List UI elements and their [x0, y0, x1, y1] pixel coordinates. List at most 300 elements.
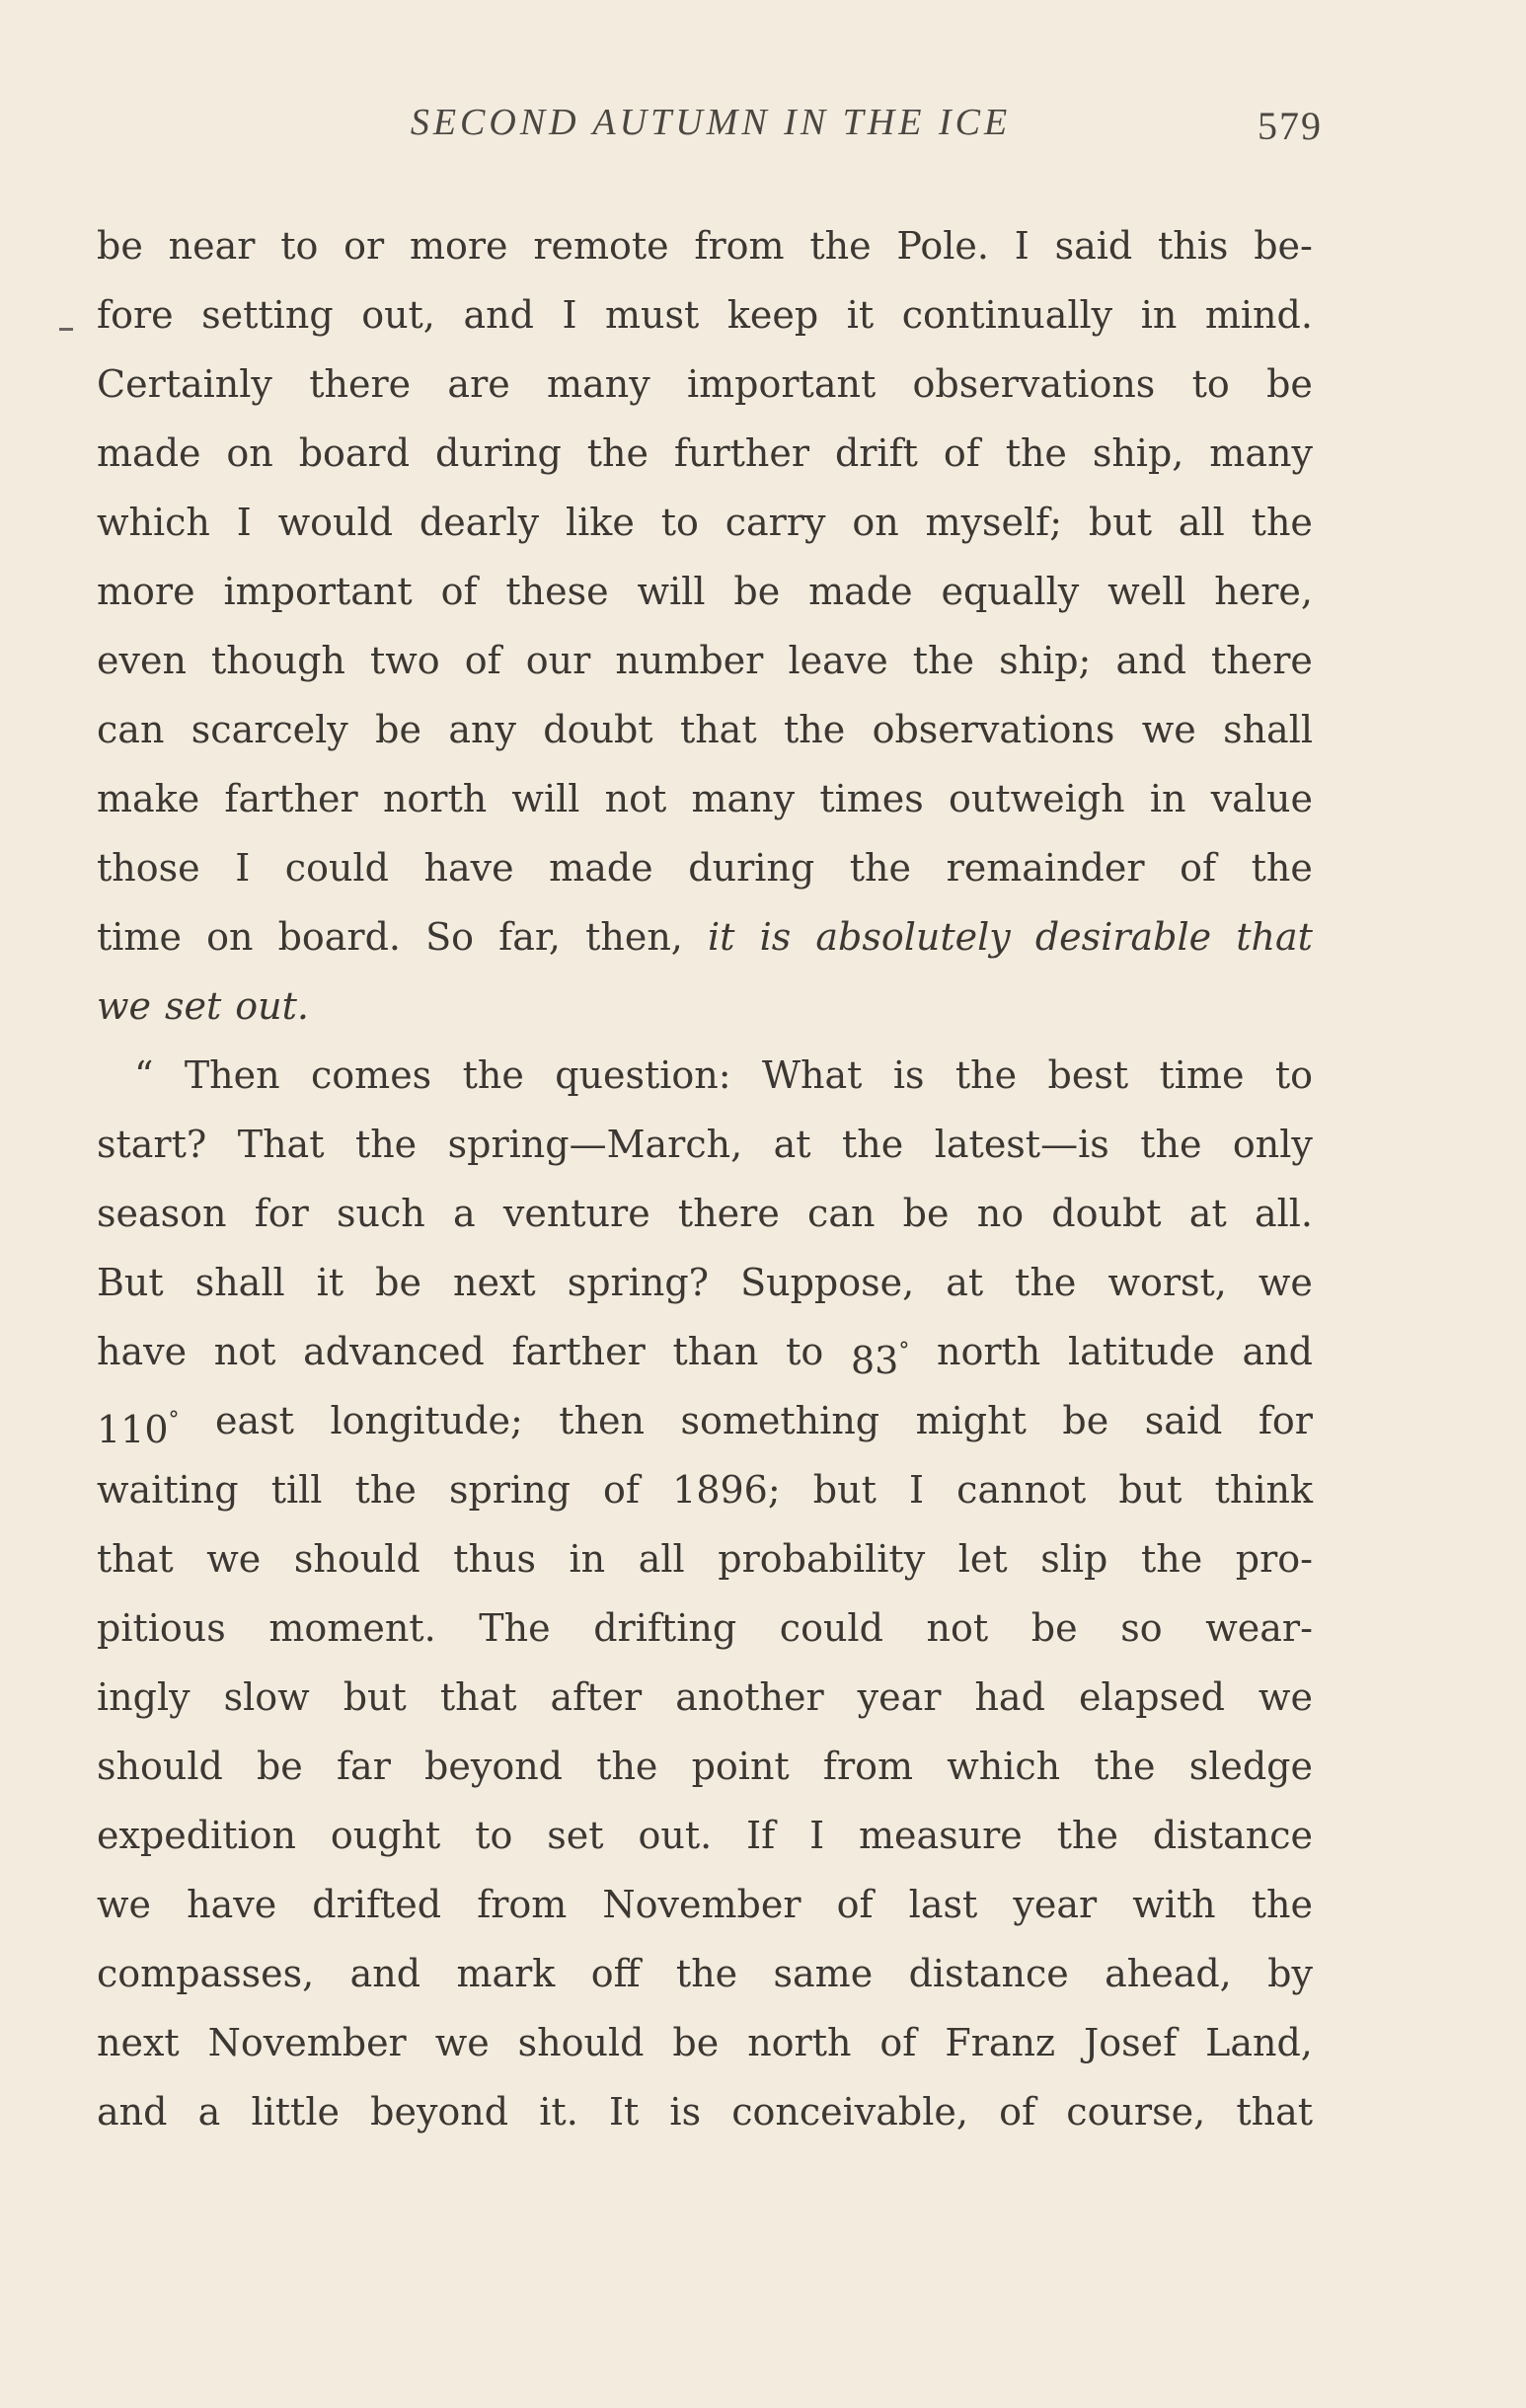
word: the	[462, 1053, 524, 1097]
word: conceivable,	[731, 2090, 968, 2134]
word: north	[747, 2021, 852, 2064]
word: set	[547, 1814, 604, 1857]
word: November	[207, 2021, 407, 2064]
word: during	[688, 846, 815, 890]
word: start?	[97, 1123, 207, 1166]
word: elapsed	[1078, 1675, 1225, 1719]
running-head	[99, 101, 1323, 160]
word: far,	[498, 915, 561, 959]
word: the	[675, 1952, 738, 1995]
text-line	[97, 1801, 1313, 1870]
word: the	[842, 1123, 904, 1166]
word: I	[562, 293, 577, 337]
word: remote	[533, 224, 669, 268]
word: is	[892, 1053, 925, 1097]
word: year	[857, 1675, 942, 1719]
word: next	[97, 2021, 180, 2064]
word: point	[691, 1745, 790, 1788]
word: said	[1144, 1399, 1223, 1442]
word: 83°	[850, 1339, 910, 1382]
word: made	[549, 846, 653, 890]
word: from	[477, 1883, 568, 1926]
text-line	[97, 1870, 1313, 1939]
word: not	[926, 1606, 989, 1650]
word: only	[1232, 1123, 1313, 1166]
word: from	[694, 224, 785, 268]
word: made	[97, 431, 201, 475]
word: scarcely	[191, 708, 348, 751]
word: be	[375, 708, 421, 751]
word: any	[448, 708, 516, 751]
word: observations	[872, 708, 1115, 751]
word: and	[349, 1952, 421, 1995]
word: beyond	[424, 1745, 564, 1788]
word: at	[773, 1123, 811, 1166]
word: ship;	[999, 639, 1092, 682]
word: we	[206, 1537, 262, 1581]
word: even	[97, 639, 187, 682]
word: can	[97, 708, 165, 751]
word: of	[464, 639, 501, 682]
word: not	[604, 777, 667, 820]
text-line	[97, 2008, 1313, 2077]
word: many	[547, 362, 650, 406]
word: of	[879, 2021, 917, 2064]
word: spring	[448, 1468, 571, 1512]
word: at	[946, 1261, 984, 1304]
word: must	[605, 293, 700, 337]
word: remainder	[946, 846, 1145, 890]
word: of	[603, 1468, 640, 1512]
word: no	[976, 1192, 1025, 1235]
word: that	[1236, 915, 1313, 959]
word: east	[215, 1399, 294, 1442]
word: to	[475, 1814, 513, 1857]
word: be	[256, 1745, 303, 1788]
word: it	[846, 293, 875, 337]
word: shall	[194, 1261, 285, 1304]
word: on	[206, 915, 254, 959]
word: I	[235, 846, 251, 890]
word: but	[1118, 1468, 1183, 1512]
word: the	[1251, 1883, 1313, 1926]
word: the	[954, 1053, 1018, 1097]
word: be	[672, 2021, 720, 2064]
word: further	[673, 431, 810, 475]
text-line	[97, 1663, 1313, 1732]
word: it.	[539, 2090, 578, 2134]
text-line	[97, 1386, 1313, 1455]
word: have	[423, 846, 514, 890]
word: pitious	[97, 1606, 226, 1650]
word: 1896;	[672, 1468, 781, 1512]
text-line	[97, 488, 1313, 557]
word: last	[908, 1883, 978, 1926]
word: distance	[908, 1952, 1069, 1995]
text-line	[97, 1248, 1313, 1317]
text-line	[97, 764, 1313, 833]
word: November	[602, 1883, 801, 1926]
word: question:	[555, 1053, 731, 1097]
word: Josef	[1083, 2021, 1178, 2064]
word: of	[943, 431, 980, 475]
word: the	[1140, 1537, 1203, 1581]
word: are	[447, 362, 510, 406]
word: compasses,	[97, 1952, 315, 1995]
word: had	[974, 1675, 1045, 1719]
word: moment.	[268, 1606, 436, 1650]
word: season	[97, 1192, 227, 1235]
word: continually	[901, 293, 1113, 337]
word: longitude;	[330, 1399, 523, 1442]
word: many	[1209, 431, 1313, 475]
word: board.	[277, 915, 401, 959]
word: carry	[725, 501, 826, 544]
word: that	[679, 708, 757, 751]
word: be	[1030, 1606, 1078, 1650]
word: something	[680, 1399, 880, 1442]
word: two	[369, 639, 440, 682]
word: but	[812, 1468, 877, 1512]
word: north	[937, 1330, 1041, 1373]
word: after	[550, 1675, 643, 1719]
word: is	[669, 2090, 702, 2134]
word: we	[1258, 1675, 1313, 1719]
word: though	[211, 639, 345, 682]
word: mark	[456, 1952, 556, 1995]
word: best	[1047, 1053, 1129, 1097]
word: the	[354, 1123, 418, 1166]
word: out.	[638, 1814, 713, 1857]
body-text	[97, 211, 1313, 2146]
word: The	[479, 1606, 551, 1650]
word: the	[354, 1468, 417, 1512]
word: such	[337, 1192, 425, 1235]
word: can	[807, 1192, 876, 1235]
word: the	[809, 224, 872, 268]
word: be	[902, 1192, 950, 1235]
word: more	[409, 224, 508, 268]
word: latitude	[1067, 1330, 1215, 1373]
word: comes	[311, 1053, 432, 1097]
word: be	[97, 224, 143, 268]
word: thus	[453, 1537, 536, 1581]
word: for	[1258, 1399, 1313, 1442]
text-line	[97, 1110, 1313, 1179]
word: the	[596, 1745, 658, 1788]
word: the	[586, 431, 649, 475]
word: venture	[502, 1192, 650, 1235]
text-line	[97, 971, 1313, 1041]
word: it	[316, 1261, 344, 1304]
text-line	[97, 280, 1313, 350]
word: a	[453, 1192, 476, 1235]
word: there	[309, 362, 412, 406]
word: we	[97, 1883, 152, 1926]
word: ahead,	[1105, 1952, 1232, 1995]
word: for	[254, 1192, 309, 1235]
word: Franz	[945, 2021, 1056, 2064]
word: the	[1056, 1814, 1118, 1857]
text-line	[97, 350, 1313, 419]
word: be	[1266, 362, 1313, 406]
word: here,	[1214, 570, 1313, 613]
text-line	[97, 1593, 1313, 1663]
word: Land,	[1205, 2021, 1313, 2064]
word: to	[786, 1330, 824, 1373]
word: another	[675, 1675, 824, 1719]
word: which	[947, 1745, 1061, 1788]
word: Suppose,	[740, 1261, 915, 1304]
word: and	[1242, 1330, 1313, 1373]
word: to	[1274, 1053, 1313, 1097]
word: think	[1214, 1468, 1313, 1512]
word: off	[590, 1952, 641, 1995]
word: set	[165, 984, 222, 1028]
word: important	[223, 570, 413, 613]
word: value	[1210, 777, 1313, 820]
word: is	[759, 915, 792, 959]
word: then	[559, 1399, 646, 1442]
word: far	[336, 1745, 391, 1788]
word: on	[226, 431, 273, 475]
word: could	[779, 1606, 883, 1650]
word: Pole.	[896, 224, 989, 268]
word: the	[1140, 1123, 1202, 1166]
word: I	[809, 1814, 825, 1857]
word: equally	[941, 570, 1080, 613]
word: outweigh	[949, 777, 1125, 820]
word: of	[999, 2090, 1036, 2134]
word: desirable	[1034, 915, 1212, 959]
word: mind.	[1204, 293, 1313, 337]
word: well	[1107, 570, 1186, 613]
word: all	[638, 1537, 685, 1581]
word: out,	[361, 293, 435, 337]
word: I	[236, 501, 252, 544]
word: north	[382, 777, 488, 820]
word: our	[525, 639, 591, 682]
word: will	[511, 777, 580, 820]
word: year	[1013, 1883, 1098, 1926]
word: It	[608, 2090, 640, 2134]
word: So	[425, 915, 475, 959]
word: doubt	[1051, 1192, 1162, 1235]
text-line	[97, 1939, 1313, 2008]
word: wear-	[1205, 1606, 1313, 1650]
word: slip	[1040, 1537, 1108, 1581]
word: beyond	[370, 2090, 509, 2134]
word: that	[1236, 2090, 1313, 2134]
word: said	[1054, 224, 1133, 268]
word: on	[852, 501, 899, 544]
word: leave	[788, 639, 888, 682]
word: we	[434, 2021, 490, 2064]
word: or	[343, 224, 385, 268]
word: more	[97, 570, 195, 613]
word: times	[819, 777, 924, 820]
word: That	[237, 1123, 325, 1166]
word: and	[1115, 639, 1186, 682]
running-title: SECOND AUTUMN IN THE ICE	[410, 102, 1012, 143]
word: in	[569, 1537, 606, 1581]
word: made	[808, 570, 913, 613]
word: ought	[330, 1814, 441, 1857]
word: observations	[912, 362, 1156, 406]
word: could	[284, 846, 389, 890]
margin-mark	[59, 328, 73, 331]
word: all.	[1254, 1192, 1313, 1235]
word: drifted	[312, 1883, 442, 1926]
word: in	[1149, 777, 1186, 820]
word: let	[957, 1537, 1008, 1581]
word: should	[293, 1537, 420, 1581]
word: absolutely	[815, 915, 1011, 959]
word: I	[909, 1468, 925, 1512]
word: make	[97, 777, 200, 820]
word: should	[97, 1745, 223, 1788]
word: setting	[201, 293, 334, 337]
word: sledge	[1188, 1745, 1313, 1788]
word: time	[1159, 1053, 1245, 1097]
text-line	[97, 2077, 1313, 2146]
word: course,	[1066, 2090, 1206, 2134]
word: ship,	[1092, 431, 1184, 475]
word: expedition	[97, 1814, 296, 1857]
text-line	[97, 1524, 1313, 1593]
word: keep	[726, 293, 819, 337]
word: farther	[511, 1330, 646, 1373]
word: little	[251, 2090, 340, 2134]
page-number: 579	[1258, 104, 1323, 148]
word: latest—is	[934, 1123, 1109, 1166]
word: be	[1062, 1399, 1109, 1442]
word: number	[615, 639, 764, 682]
word: should	[517, 2021, 645, 2064]
word: there	[677, 1192, 780, 1235]
word: next	[453, 1261, 536, 1304]
word: and	[463, 293, 534, 337]
text-line	[97, 1179, 1313, 1248]
word: If	[746, 1814, 776, 1857]
word: out.	[235, 984, 309, 1028]
word: drift	[834, 431, 918, 475]
word: But	[97, 1261, 164, 1304]
word: be	[375, 1261, 421, 1304]
word: during	[434, 431, 562, 475]
word: near	[168, 224, 256, 268]
word: to	[280, 224, 319, 268]
word: at	[1188, 1192, 1227, 1235]
word: a	[197, 2090, 221, 2134]
word: farther	[224, 777, 358, 820]
word: we	[97, 984, 152, 1028]
text-line	[97, 211, 1313, 280]
word: the	[1005, 431, 1067, 475]
text-line	[97, 1732, 1313, 1801]
word: spring—March,	[447, 1123, 743, 1166]
word: but	[1088, 501, 1152, 544]
text-line	[97, 1455, 1313, 1524]
word: Certainly	[97, 362, 272, 406]
word: it	[708, 915, 735, 959]
word: with	[1132, 1883, 1216, 1926]
word: have	[97, 1330, 188, 1373]
word: that	[439, 1675, 517, 1719]
word: those	[97, 846, 200, 890]
word: this	[1158, 224, 1229, 268]
text-line	[97, 695, 1313, 764]
word: the	[1094, 1745, 1156, 1788]
word: be	[733, 570, 781, 613]
word: but	[343, 1675, 407, 1719]
word: from	[822, 1745, 914, 1788]
word: and	[97, 2090, 168, 2134]
word: have	[187, 1883, 277, 1926]
word: Then	[184, 1053, 280, 1097]
text-line	[97, 419, 1313, 488]
word: would	[277, 501, 394, 544]
word: we	[1258, 1261, 1313, 1304]
text-line	[97, 902, 1313, 971]
word: ingly	[97, 1675, 191, 1719]
word: there	[1210, 639, 1313, 682]
text-line	[97, 833, 1313, 902]
word: the	[1251, 501, 1313, 544]
word: spring?	[567, 1261, 710, 1304]
word: might	[915, 1399, 1027, 1442]
word: measure	[858, 1814, 1023, 1857]
word: worst,	[1107, 1261, 1227, 1304]
word: What	[761, 1053, 863, 1097]
word: shall	[1223, 708, 1313, 751]
word: be-	[1254, 224, 1313, 268]
word: of	[440, 570, 478, 613]
word: the	[783, 708, 846, 751]
word: till	[270, 1468, 323, 1512]
word: like	[566, 501, 635, 544]
word: then,	[585, 915, 683, 959]
word: so	[1120, 1606, 1163, 1650]
word: the	[912, 639, 975, 682]
text-line	[97, 557, 1313, 626]
word: probability	[718, 1537, 926, 1581]
text-line	[97, 1041, 1313, 1110]
word: fore	[97, 293, 174, 337]
word: all	[1178, 501, 1225, 544]
word: I	[1014, 224, 1030, 268]
word: in	[1140, 293, 1178, 337]
word: “	[134, 1053, 154, 1097]
word: the	[849, 846, 911, 890]
word: same	[773, 1952, 874, 1995]
word: doubt	[543, 708, 653, 751]
word: that	[97, 1537, 174, 1581]
word: the	[1015, 1261, 1077, 1304]
word: than	[672, 1330, 759, 1373]
word: by	[1267, 1952, 1313, 1995]
word: these	[505, 570, 609, 613]
word: distance	[1152, 1814, 1313, 1857]
word: many	[691, 777, 796, 820]
word: waiting	[97, 1468, 239, 1512]
text-line	[97, 1317, 1313, 1386]
word: slow	[223, 1675, 310, 1719]
word: we	[1141, 708, 1196, 751]
word: important	[687, 362, 877, 406]
word: to	[1191, 362, 1230, 406]
text-line	[97, 626, 1313, 695]
